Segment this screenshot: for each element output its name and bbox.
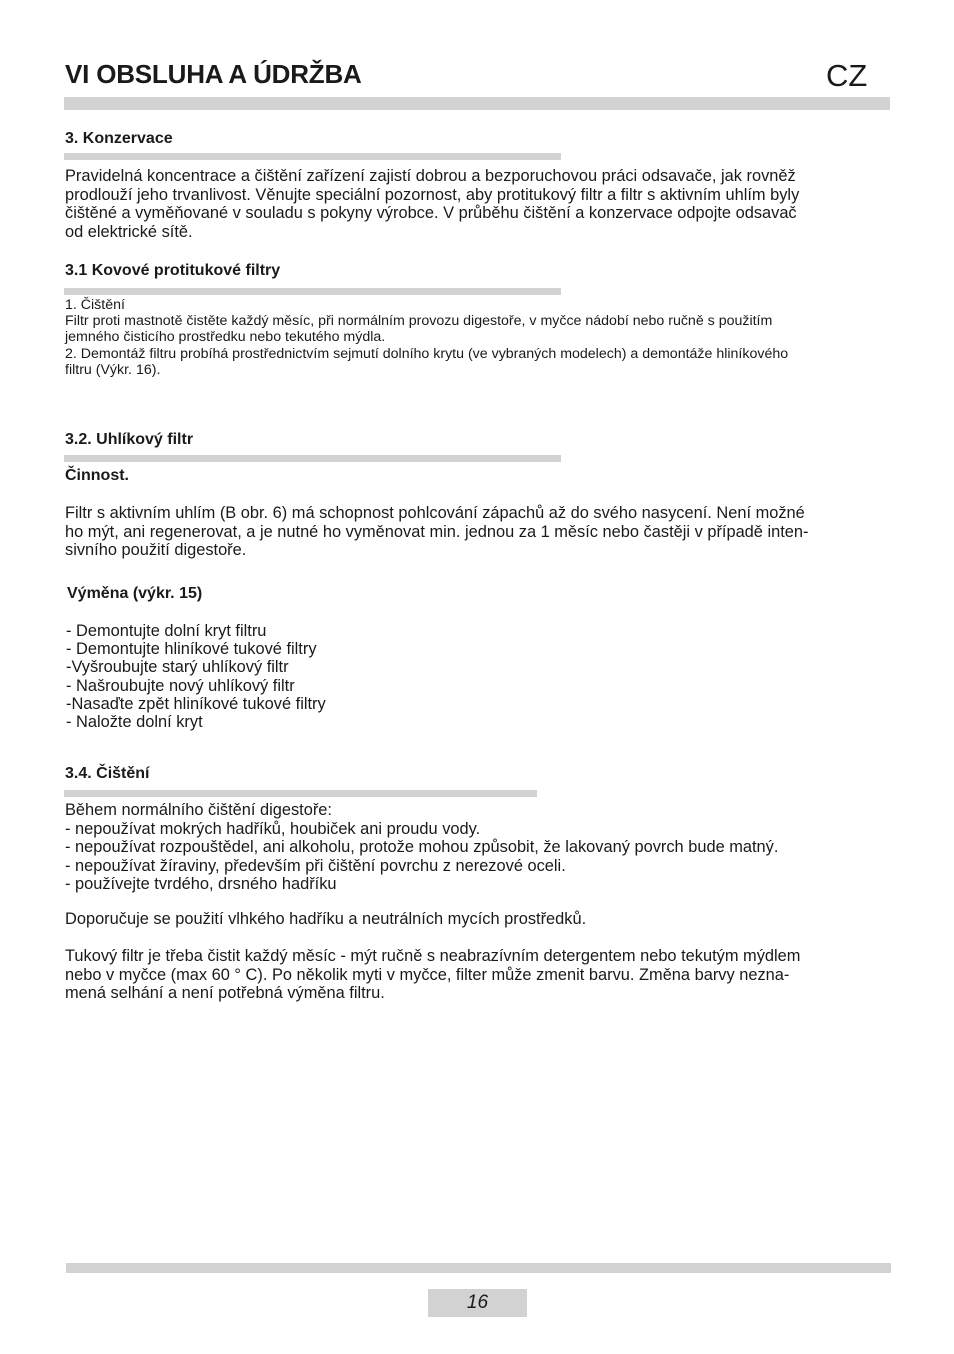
list-item: - Demontujte hliníkové tukové filtry <box>66 640 317 659</box>
footer-divider <box>66 1263 891 1273</box>
section-divider <box>64 153 561 160</box>
list-item: - Našroubujte nový uhlíkový filtr <box>66 676 295 695</box>
cisteni-paragraph <box>65 801 895 894</box>
text-line: - nepoužívat rozpouštědel, ani alkoholu, protože mohou způsobit, že lakovaný povrch bude matný. <box>65 838 779 857</box>
text-line: 2. Demontáž filtru probíhá prostřednictvím sejmutí dolního krytu (ve vybraných modelech) a demontáže hliníkového <box>65 345 789 362</box>
text-line: - používejte tvrdého, drsného hadříku <box>65 875 337 894</box>
text-line: mená selhání a není potřebná výměna filtru. <box>65 984 385 1003</box>
text-line: Pravidelná koncentrace a čištění zařízení zajistí dobrou a bezporuchovou práci odsavače, jak rovněž <box>65 167 796 185</box>
text-line: nebo v myčce (max 60 ° C). Po několik myti v myčce, filter může zmenit barvu. Změna barvy nezna- <box>65 965 790 984</box>
text-line: filtru (Výkr. 16). <box>65 361 161 378</box>
section-divider <box>64 790 537 797</box>
recommendation-text: Doporučuje se použití vlhkého hadříku a neutrálních mycích prostředků. <box>65 910 587 928</box>
section-divider <box>64 455 561 462</box>
text-line: prodlouží jeho trvanlivost. Věnujte speciální pozornost, aby protitukový filtr a filtr s aktivním uhlím byly <box>65 185 800 204</box>
language-code: CZ <box>826 58 868 93</box>
list-item: - Demontujte dolní kryt filtru <box>66 622 267 640</box>
section-heading-konzervace: 3. Konzervace <box>65 130 173 147</box>
text-line: - nepoužívat žíraviny, především při čištění povrchu z nerezové oceli. <box>65 856 566 875</box>
kovove-paragraph <box>65 297 895 378</box>
header-divider <box>64 97 890 110</box>
section-heading-cisteni: 3.4. Čištění <box>65 765 150 782</box>
section-heading-kovove: 3.1 Kovové protitukové filtry <box>65 262 281 279</box>
konzervace-paragraph <box>65 167 895 241</box>
list-item: -Nasaďte zpět hliníkové tukové filtry <box>66 694 326 713</box>
text-line: Filtr proti mastnotě čistěte každý měsíc, při normálním provozu digestoře, v myčce nádobí nebo ručně s použitím <box>65 313 773 330</box>
text-line: Během normálního čištění digestoře: <box>65 801 332 819</box>
text-line: od elektrické sítě. <box>65 222 193 241</box>
vymena-steps-list <box>66 622 326 731</box>
text-line: čištěné a vyměňované v souladu s pokyny výrobce. V průběhu čištění a konzervace odpojte odsavač <box>65 204 797 223</box>
section-divider <box>64 288 561 295</box>
page-title: VI OBSLUHA A ÚDRŽBA <box>65 59 362 89</box>
subheading-vymena: Výměna (výkr. 15) <box>67 585 203 602</box>
list-item: -Vyšroubujte starý uhlíkový filtr <box>66 658 289 677</box>
text-line: sivního použití digestoře. <box>65 541 247 560</box>
text-line: jemného čisticího prostředku nebo tekutého mýdla. <box>65 329 386 346</box>
text-line: - nepoužívat mokrých hadříků, houbiček ani proudu vody. <box>65 819 481 838</box>
tukovy-filtr-paragraph <box>65 947 895 1003</box>
uhlikovy-paragraph <box>65 504 895 560</box>
subheading-cinnost: Činnost. <box>65 467 129 484</box>
list-item: - Naložte dolní kryt <box>66 713 203 732</box>
text-line: ho mýt, ani regenerovat, a je nutné ho vyměnovat min. jednou za 1 měsíc nebo častěji v případě inten- <box>65 522 809 541</box>
section-heading-uhlikovy: 3.2. Uhlíkový filtr <box>65 431 194 448</box>
page-number: 16 <box>428 1289 527 1317</box>
text-line: Filtr s aktivním uhlím (B obr. 6) má schopnost pohlcování zápachů až do svého nasycení. Není možné <box>65 504 805 522</box>
text-line: 1. Čištění <box>65 297 125 313</box>
text-line: Tukový filtr je třeba čistit každý měsíc - mýt ručně s neabrazívním detergentem nebo tekutým mýdlem <box>65 947 801 965</box>
